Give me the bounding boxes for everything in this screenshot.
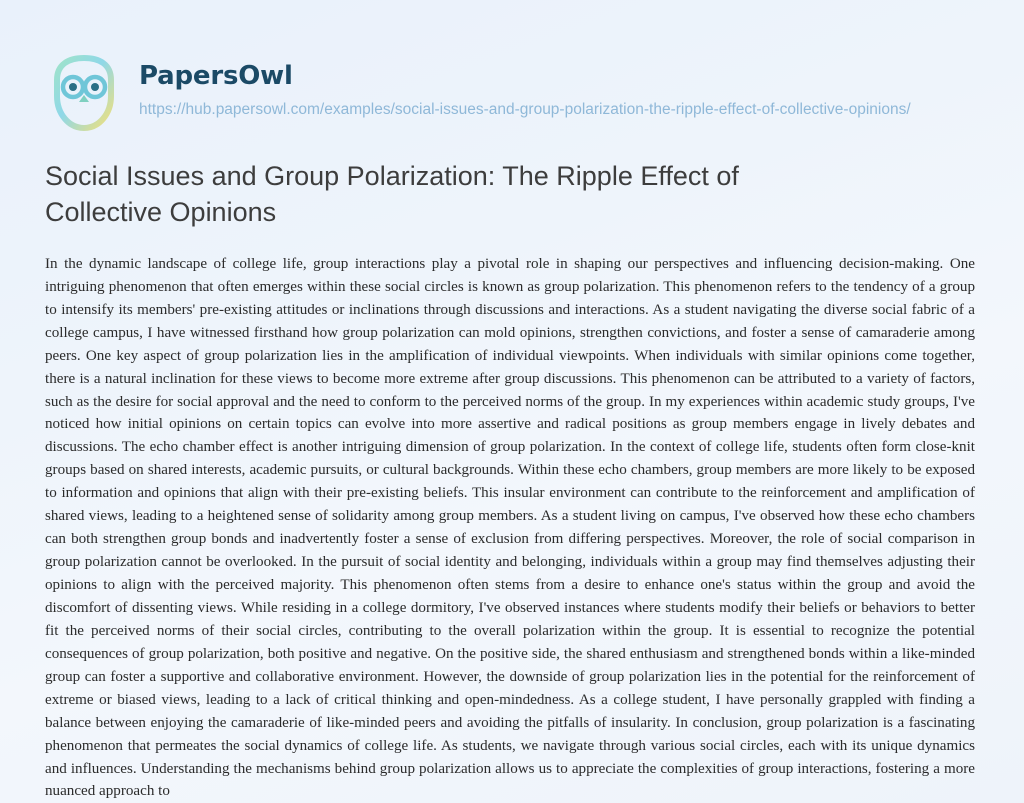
owl-logo-icon	[45, 54, 123, 132]
source-url[interactable]: https://hub.papersowl.com/examples/social-issues-and-group-polarization-the-ripple-effect-of-collective-opinions/	[139, 100, 911, 118]
brand-header	[45, 52, 979, 132]
brand-name: PapersOwl	[139, 61, 293, 91]
document-content	[45, 52, 979, 803]
brand-text-block	[139, 52, 979, 121]
page-title: Social Issues and Group Polarization: The Ripple Effect of Collective Opinions	[45, 161, 739, 228]
document-body-text: In the dynamic landscape of college life, group interactions play a pivotal role in shaping our perspectives and influencing decision-making. One intriguing phenomenon that often emerges within these social circles is known as group polarization. This phenomenon refers to the tendency of a group to intensify its members' pre-existing attitudes or inclinations through discussions and interactions. As a student navigating the diverse social fabric of a college campus, I have witnessed firsthand how group polarization can mold opinions, strengthen convictions, and foster a sense of camaraderie among peers. One key aspect of group polarization lies in the amplification of individual viewpoints. When individuals with similar opinions come together, there is a natural inclination for these views to become more extreme after group discussions. This phenomenon can be attributed to a variety of factors, such as the desire for social approval and the need to conform to the perceived norms of the group. In my experiences within academic study groups, I've noticed how initial opinions on certain topics can evolve into more assertive and radical positions as group members engage in lively debates and discussions. The echo chamber effect is another intriguing dimension of group polarization. In the context of college life, students often form close-knit groups based on shared interests, academic pursuits, or cultural backgrounds. Within these echo chambers, group members are more likely to be exposed to information and opinions that align with their pre-existing beliefs. This insular environment can contribute to the reinforcement and amplification of shared views, leading to a heightened sense of solidarity among group members. As a student living on campus, I've observed how these echo chambers can both strengthen group bonds and inadvertently foster a sense of exclusion from differing perspectives. Moreover, the role of social comparison in group polarization cannot be overlooked. In the pursuit of social identity and belonging, individuals within a group may find themselves adjusting their opinions to align with the perceived majority. This phenomenon often stems from a desire to enhance one's status within the group and avoid the discomfort of dissenting views. While residing in a college dormitory, I've observed instances where students modify their beliefs or behaviors to better fit the perceived norms of their social circles, contributing to the overall polarization within the group. It is essential to recognize the potential consequences of group polarization, both positive and negative. On the positive side, the shared enthusiasm and strengthened bonds within a like-minded group can foster a supportive and collaborative environment. However, the downside of group polarization lies in the potential for the reinforcement of extreme or biased views, leading to a lack of critical thinking and open-mindedness. As a college student, I have personally grappled with finding a balance between enjoying the camaraderie of like-minded peers and avoiding the pitfalls of insularity. In conclusion, group polarization is a fascinating phenomenon that permeates the social dynamics of college life. As students, we navigate through various social circles, each with its unique dynamics and influences. Understanding the mechanisms behind group polarization allows us to appreciate the complexities of group interactions, fostering a more nuanced approach to	[45, 255, 975, 800]
